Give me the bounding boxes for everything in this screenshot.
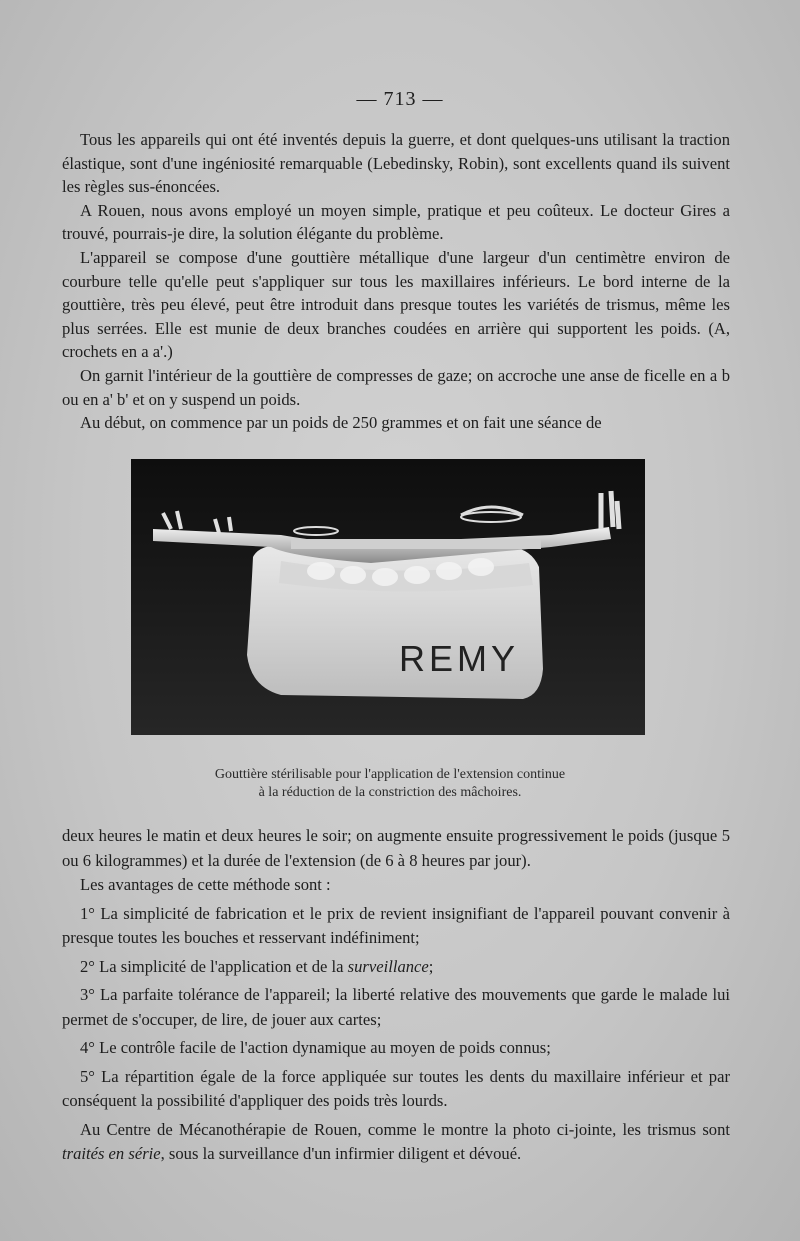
paragraph: On garnit l'intérieur de la gouttière de compresses de gaze; on accroche une anse de ficelle en a b ou en a' b' et on y suspend un poids. bbox=[62, 365, 730, 409]
paragraph-text: Au Centre de Mécanothérapie de Rouen, comme le montre la photo ci-jointe, les trismus sont bbox=[80, 1119, 730, 1139]
paragraph-emphasis: traités en série bbox=[62, 1144, 161, 1163]
list-item: 4° Le contrôle facile de l'action dynamique au moyen de poids connus; bbox=[80, 1038, 551, 1057]
caption-line: à la réduction de la constriction des mâchoires. bbox=[258, 785, 522, 800]
list-item-text: 2° La simplicité de l'application et de la bbox=[80, 956, 344, 976]
paragraph-text: , sous la surveillance d'un infirmier diligent et dévoué. bbox=[160, 1144, 522, 1163]
top-text-block bbox=[62, 128, 730, 435]
figure-caption bbox=[120, 766, 660, 802]
paragraph bbox=[62, 1118, 730, 1167]
list-item-emphasis: surveillance bbox=[347, 956, 429, 976]
paragraph: Au début, on commence par un poids de 250 grammes et on fait une séance de bbox=[80, 413, 602, 433]
page-number: — 713 — bbox=[356, 88, 444, 110]
caption-line: Gouttière stérilisable pour l'application de l'extension continue bbox=[214, 767, 566, 782]
dental-splint-illustration bbox=[131, 459, 645, 735]
paragraph: L'appareil se compose d'une gouttière métallique d'une largeur d'un centimètre environ de courbure telle qu'elle peut s'appliquer sur tous les maxillaires inférieurs. Le bord interne de la gouttière, très peu élevé, peut être introduit dans presque toutes les variétés de trismus, même les plus serrées. Elle est munie de deux branches coudées en arrière qui supportent les poids. (A, crochets en a a'.) bbox=[62, 247, 730, 362]
bottom-text-block bbox=[62, 824, 730, 1167]
photo-inscription: REMY bbox=[399, 638, 520, 679]
list-item: 3° La parfaite tolérance de l'appareil; la liberté relative des mouvements que garde le malade lui permet de s'occuper, de lire, de jouer aux cartes; bbox=[62, 985, 730, 1029]
list-item: 5° La répartition égale de la force appliquée sur toutes les dents du maxillaire inférieur et par conséquent la possibilité d'appliquer des poids très lourds. bbox=[62, 1066, 730, 1110]
paragraph: deux heures le matin et deux heures le soir; on augmente ensuite progressivement le poids (jusque 5 ou 6 kilogrammes) et la durée de l'extension (de 6 à 8 heures par jour). bbox=[62, 826, 730, 870]
paragraph: A Rouen, nous avons employé un moyen simple, pratique et peu coûteux. Le docteur Gires a trouvé, pourrais-je dire, la solution élégante du problème. bbox=[62, 200, 730, 244]
list-item: 1° La simplicité de fabrication et le prix de revient insignifiant de l'appareil pouvant convenir à presque toutes les bouches et resservant indéfiniment; bbox=[62, 903, 730, 947]
list-item-text: ; bbox=[428, 956, 434, 976]
list-item bbox=[62, 955, 730, 980]
figure-photo bbox=[131, 459, 645, 735]
paragraph: Les avantages de cette méthode sont : bbox=[80, 875, 331, 894]
paragraph: Tous les appareils qui ont été inventés depuis la guerre, et dont quelques-uns utilisant la traction élastique, sont d'une ingéniosité remarquable (Lebedinsky, Robin), sont excellents quand ils suivent les règles sus-énoncées. bbox=[62, 130, 730, 197]
